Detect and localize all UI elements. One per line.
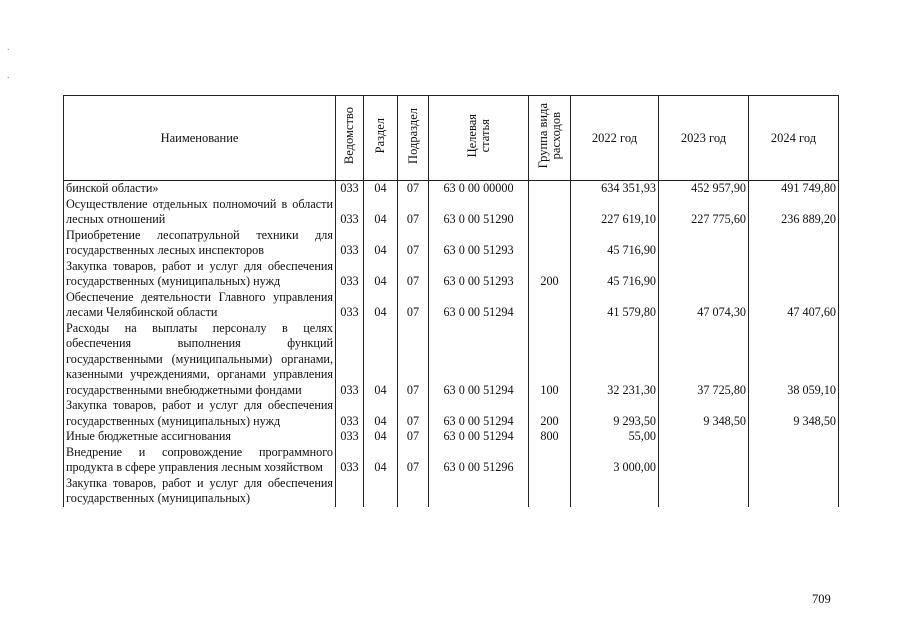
row-vid-raskhodov: 800 xyxy=(529,429,571,445)
row-value-2022: 9 293,50 xyxy=(571,398,659,429)
row-value-2023: 9 348,50 xyxy=(659,398,749,429)
header-podrazdel: Подраздел xyxy=(398,96,429,181)
table-row xyxy=(64,290,839,321)
table-row xyxy=(64,259,839,290)
row-vedomstvo: 033 xyxy=(336,429,364,445)
row-value-2023 xyxy=(659,429,749,445)
row-podrazdel: 07 xyxy=(398,398,429,429)
row-value-2024: 47 407,60 xyxy=(749,290,839,321)
row-vid-raskhodov xyxy=(529,228,571,259)
header-vedomstvo: Ведомство xyxy=(336,96,364,181)
row-vid-raskhodov xyxy=(529,476,571,507)
row-name: Обеспечение деятельности Главного управления лесами Челябинской области xyxy=(64,290,336,321)
row-vid-raskhodov: 200 xyxy=(529,398,571,429)
row-razdel: 04 xyxy=(364,228,398,259)
row-razdel: 04 xyxy=(364,197,398,228)
row-value-2024: 491 749,80 xyxy=(749,181,839,197)
row-celevaya-statya: 63 0 00 51294 xyxy=(429,429,529,445)
table-body xyxy=(64,181,839,507)
row-value-2023 xyxy=(659,445,749,476)
row-vedomstvo: 033 xyxy=(336,321,364,399)
row-value-2024: 9 348,50 xyxy=(749,398,839,429)
row-value-2023: 227 775,60 xyxy=(659,197,749,228)
row-name: Внедрение и сопровождение программного продукта в сфере управления лесным хозяйством xyxy=(64,445,336,476)
row-value-2024 xyxy=(749,228,839,259)
row-value-2023: 37 725,80 xyxy=(659,321,749,399)
row-vid-raskhodov xyxy=(529,445,571,476)
table-row xyxy=(64,197,839,228)
row-value-2022: 55,00 xyxy=(571,429,659,445)
row-name: бинской области» xyxy=(64,181,336,197)
row-celevaya-statya: 63 0 00 51294 xyxy=(429,398,529,429)
row-razdel: 04 xyxy=(364,398,398,429)
row-vid-raskhodov: 200 xyxy=(529,259,571,290)
row-value-2024: 236 889,20 xyxy=(749,197,839,228)
row-celevaya-statya: 63 0 00 51293 xyxy=(429,228,529,259)
row-podrazdel: 07 xyxy=(398,321,429,399)
row-value-2024 xyxy=(749,476,839,507)
row-celevaya-statya: 63 0 00 51293 xyxy=(429,259,529,290)
row-value-2024 xyxy=(749,259,839,290)
table-row xyxy=(64,228,839,259)
row-vid-raskhodov xyxy=(529,290,571,321)
margin-dot: . xyxy=(7,70,10,81)
row-celevaya-statya: 63 0 00 51294 xyxy=(429,290,529,321)
table-row xyxy=(64,181,839,197)
row-value-2023 xyxy=(659,259,749,290)
row-value-2022: 634 351,93 xyxy=(571,181,659,197)
row-value-2022: 32 231,30 xyxy=(571,321,659,399)
row-razdel xyxy=(364,476,398,507)
header-celevaya-statya: Целевая статья xyxy=(429,96,529,181)
row-value-2024 xyxy=(749,445,839,476)
row-podrazdel: 07 xyxy=(398,228,429,259)
row-celevaya-statya: 63 0 00 00000 xyxy=(429,181,529,197)
row-razdel: 04 xyxy=(364,321,398,399)
row-celevaya-statya: 63 0 00 51296 xyxy=(429,445,529,476)
row-celevaya-statya: 63 0 00 51294 xyxy=(429,321,529,399)
row-celevaya-statya xyxy=(429,476,529,507)
row-vid-raskhodov xyxy=(529,181,571,197)
table-row xyxy=(64,476,839,507)
row-vedomstvo: 033 xyxy=(336,228,364,259)
row-name: Иные бюджетные ассигнования xyxy=(64,429,336,445)
row-value-2024 xyxy=(749,429,839,445)
row-podrazdel: 07 xyxy=(398,445,429,476)
row-vedomstvo: 033 xyxy=(336,445,364,476)
row-name: Закупка товаров, работ и услуг для обеспечения государственных (муниципальных) нужд xyxy=(64,398,336,429)
row-celevaya-statya: 63 0 00 51290 xyxy=(429,197,529,228)
table-row xyxy=(64,429,839,445)
row-podrazdel: 07 xyxy=(398,197,429,228)
row-razdel: 04 xyxy=(364,259,398,290)
row-value-2022: 45 716,90 xyxy=(571,259,659,290)
row-name: Осуществление отдельных полномочий в области лесных отношений xyxy=(64,197,336,228)
row-value-2023: 452 957,90 xyxy=(659,181,749,197)
row-vid-raskhodov: 100 xyxy=(529,321,571,399)
row-value-2022: 227 619,10 xyxy=(571,197,659,228)
row-value-2024: 38 059,10 xyxy=(749,321,839,399)
row-vid-raskhodov xyxy=(529,197,571,228)
row-value-2023: 47 074,30 xyxy=(659,290,749,321)
header-name: Наименование xyxy=(64,96,336,181)
row-podrazdel: 07 xyxy=(398,429,429,445)
row-vedomstvo: 033 xyxy=(336,290,364,321)
row-razdel: 04 xyxy=(364,181,398,197)
row-podrazdel: 07 xyxy=(398,290,429,321)
budget-table xyxy=(63,95,839,507)
row-podrazdel: 07 xyxy=(398,259,429,290)
row-value-2023 xyxy=(659,476,749,507)
table-row xyxy=(64,321,839,399)
row-name: Закупка товаров, работ и услуг для обеспечения государственных (муниципальных) нужд xyxy=(64,259,336,290)
row-razdel: 04 xyxy=(364,445,398,476)
row-razdel: 04 xyxy=(364,290,398,321)
header-2022: 2022 год xyxy=(571,96,659,181)
row-vedomstvo: 033 xyxy=(336,259,364,290)
margin-dot: . xyxy=(7,42,10,53)
table-header xyxy=(64,96,839,181)
row-razdel: 04 xyxy=(364,429,398,445)
row-name: Закупка товаров, работ и услуг для обеспечения государственных (муниципальных) xyxy=(64,476,336,507)
page-number: 709 xyxy=(812,592,831,606)
row-podrazdel xyxy=(398,476,429,507)
row-vedomstvo xyxy=(336,476,364,507)
row-vedomstvo: 033 xyxy=(336,197,364,228)
row-value-2022: 3 000,00 xyxy=(571,445,659,476)
header-gruppa-vida-raskhodov: Группа вида расходов xyxy=(529,96,571,181)
row-value-2022: 45 716,90 xyxy=(571,228,659,259)
row-podrazdel: 07 xyxy=(398,181,429,197)
row-vedomstvo: 033 xyxy=(336,181,364,197)
header-2024: 2024 год xyxy=(749,96,839,181)
row-name: Приобретение лесопатрульной техники для государственных лесных инспекторов xyxy=(64,228,336,259)
row-value-2023 xyxy=(659,228,749,259)
header-2023: 2023 год xyxy=(659,96,749,181)
row-value-2022: 41 579,80 xyxy=(571,290,659,321)
row-name: Расходы на выплаты персоналу в целях обеспечения выполнения функций государственными (муниципальными) органами, казенными учреждениями, органами управления государственными внебюджетными фондами xyxy=(64,321,336,399)
table-row xyxy=(64,398,839,429)
header-razdel: Раздел xyxy=(364,96,398,181)
row-value-2022 xyxy=(571,476,659,507)
table-row xyxy=(64,445,839,476)
row-vedomstvo: 033 xyxy=(336,398,364,429)
